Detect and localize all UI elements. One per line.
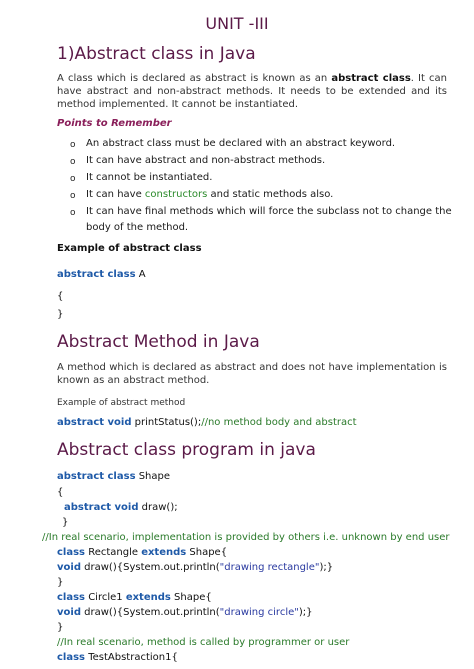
code-text: TestAbstraction1{	[85, 652, 178, 663]
code-line: }	[62, 517, 69, 528]
code-line: }	[57, 309, 64, 320]
section1-para-a: A class which is declared as abstract is known as an	[57, 73, 332, 84]
bullet-dot: o	[70, 208, 76, 218]
abstract-method-example-heading: Example of abstract method	[57, 398, 186, 408]
code-keyword: class	[57, 547, 86, 558]
bullet4-pre: It can have	[86, 189, 145, 200]
code-keyword: extends	[141, 547, 187, 558]
bullet-dot: o	[70, 191, 76, 201]
code-line	[57, 592, 212, 603]
code-keyword: void	[57, 562, 81, 573]
constructors-link[interactable]: constructors	[144, 189, 208, 200]
code-text: draw();	[138, 502, 178, 513]
code-line: }	[57, 577, 64, 588]
section1-para-bold: abstract class	[331, 73, 411, 84]
points-heading: Points to Remember	[57, 118, 172, 129]
bullet-dot: o	[70, 140, 76, 150]
unit-title: UNIT -III	[205, 14, 269, 33]
code-line: }	[57, 622, 64, 633]
code-text: Shape{	[170, 592, 212, 603]
code-line	[57, 417, 357, 428]
bullet-dot: o	[70, 157, 76, 167]
code-text: draw(){System.out.println(	[80, 607, 220, 618]
code-keyword: void	[57, 607, 81, 618]
code-keyword: abstract class	[57, 269, 136, 280]
code-line	[57, 607, 313, 618]
section1-paragraph	[57, 72, 447, 111]
bullet-item: It can have final methods which will force the subclass not to change the	[86, 206, 452, 217]
code-comment: //In real scenario, method is called by programmer or user	[57, 637, 350, 648]
code-text: draw(){System.out.println(	[80, 562, 220, 573]
code-line	[57, 652, 178, 663]
code-comment: //In real scenario, implementation is provided by others i.e. unknown by end user	[42, 532, 450, 543]
bullet-item	[86, 189, 333, 200]
code-line	[64, 502, 178, 513]
code-keyword: abstract class	[57, 471, 136, 482]
bullet-item-continuation: body of the method.	[86, 222, 189, 233]
code-text: Shape{	[186, 547, 228, 558]
bullet-item: It cannot be instantiated.	[86, 172, 213, 183]
code-line	[57, 562, 333, 573]
section2-heading: Abstract Method in Java	[57, 332, 260, 352]
code-text: Rectangle	[85, 547, 142, 558]
code-text: A	[135, 269, 146, 280]
bullet-item: It can have abstract and non-abstract methods.	[86, 155, 326, 166]
section1-heading: 1)Abstract class in Java	[57, 44, 256, 64]
bullet-item: An abstract class must be declared with an abstract keyword.	[86, 138, 396, 149]
example-heading: Example of abstract class	[57, 243, 202, 254]
section1-para-b: . It can have abstract and non-abstract methods. It needs to be extended and its method implemented. It cannot be instantiated.	[57, 73, 447, 110]
code-text: Shape	[135, 471, 171, 482]
section3-heading: Abstract class program in java	[57, 440, 316, 460]
code-keyword: abstract void	[64, 502, 139, 513]
code-line	[57, 547, 227, 558]
code-text: Circle1	[85, 592, 126, 603]
code-comment: //no method body and abstract	[201, 417, 357, 428]
code-line	[57, 471, 170, 482]
code-keyword: extends	[125, 592, 171, 603]
code-string: "drawing circle"	[219, 607, 299, 618]
code-keyword: abstract void	[57, 417, 132, 428]
code-text: );}	[298, 607, 313, 618]
bullet-dot: o	[70, 174, 76, 184]
code-text: printStatus();	[131, 417, 202, 428]
section2-paragraph: A method which is declared as abstract and does not have implementation is known as an abstract method.	[57, 362, 447, 386]
bullet4-post: and static methods also.	[207, 189, 334, 200]
code-text: );}	[319, 562, 334, 573]
code-keyword: class	[57, 592, 86, 603]
code-line: {	[57, 487, 64, 498]
code-string: "drawing rectangle"	[219, 562, 320, 573]
code-line	[57, 269, 146, 280]
code-keyword: class	[57, 652, 86, 663]
code-line: {	[57, 291, 64, 302]
